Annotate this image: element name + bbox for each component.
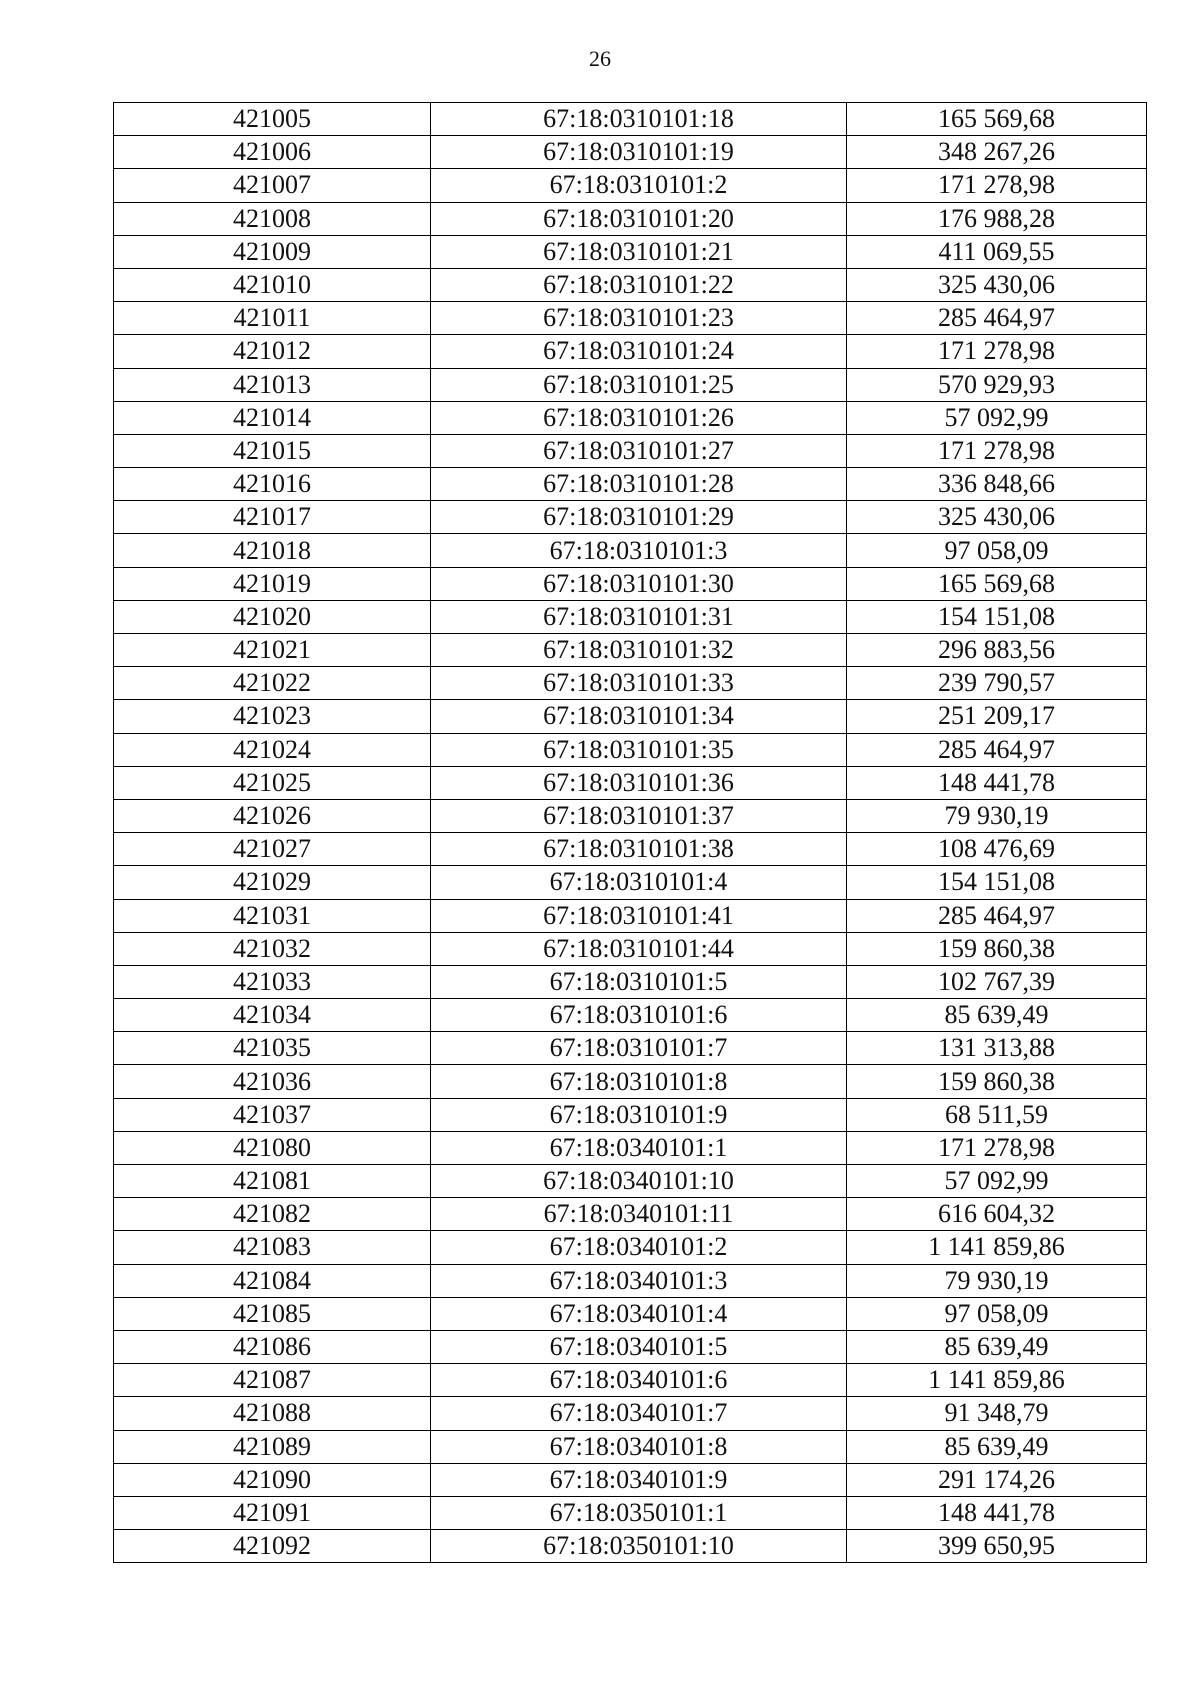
table-row [114, 866, 1147, 899]
value-cell: 154 151,08 [847, 600, 1147, 633]
row-code-cell: 421006 [114, 136, 431, 169]
table-row [114, 434, 1147, 467]
table-row [114, 1131, 1147, 1164]
value-cell: 148 441,78 [847, 766, 1147, 799]
row-code-cell: 421029 [114, 866, 431, 899]
row-code-cell: 421092 [114, 1530, 431, 1563]
row-code-cell: 421026 [114, 799, 431, 832]
cadastral-number-cell: 67:18:0310101:30 [431, 567, 847, 600]
row-code-cell: 421034 [114, 999, 431, 1032]
value-cell: 239 790,57 [847, 667, 1147, 700]
row-code-cell: 421012 [114, 335, 431, 368]
table-row [114, 999, 1147, 1032]
table-row [114, 1364, 1147, 1397]
cadastral-number-cell: 67:18:0340101:10 [431, 1165, 847, 1198]
value-cell: 171 278,98 [847, 434, 1147, 467]
table-row [114, 468, 1147, 501]
table-row [114, 634, 1147, 667]
cadastral-number-cell: 67:18:0310101:3 [431, 534, 847, 567]
cadastral-number-cell: 67:18:0310101:29 [431, 501, 847, 534]
value-cell: 1 141 859,86 [847, 1364, 1147, 1397]
table-row [114, 1098, 1147, 1131]
row-code-cell: 421011 [114, 302, 431, 335]
row-code-cell: 421020 [114, 600, 431, 633]
value-cell: 325 430,06 [847, 268, 1147, 301]
table-row [114, 799, 1147, 832]
row-code-cell: 421032 [114, 932, 431, 965]
row-code-cell: 421037 [114, 1098, 431, 1131]
value-cell: 102 767,39 [847, 965, 1147, 998]
row-code-cell: 421016 [114, 468, 431, 501]
row-code-cell: 421085 [114, 1297, 431, 1330]
row-code-cell: 421080 [114, 1131, 431, 1164]
value-cell: 1 141 859,86 [847, 1231, 1147, 1264]
register-table-body [114, 103, 1147, 1563]
value-cell: 251 209,17 [847, 700, 1147, 733]
table-row [114, 169, 1147, 202]
table-row [114, 766, 1147, 799]
row-code-cell: 421091 [114, 1496, 431, 1529]
table-row [114, 1430, 1147, 1463]
value-cell: 57 092,99 [847, 1165, 1147, 1198]
cadastral-number-cell: 67:18:0310101:6 [431, 999, 847, 1032]
value-cell: 165 569,68 [847, 567, 1147, 600]
table-row [114, 1530, 1147, 1563]
row-code-cell: 421036 [114, 1065, 431, 1098]
value-cell: 325 430,06 [847, 501, 1147, 534]
row-code-cell: 421090 [114, 1463, 431, 1496]
cadastral-number-cell: 67:18:0310101:33 [431, 667, 847, 700]
row-code-cell: 421022 [114, 667, 431, 700]
value-cell: 91 348,79 [847, 1397, 1147, 1430]
cadastral-number-cell: 67:18:0310101:22 [431, 268, 847, 301]
cadastral-number-cell: 67:18:0340101:8 [431, 1430, 847, 1463]
cadastral-number-cell: 67:18:0310101:2 [431, 169, 847, 202]
table-row [114, 1397, 1147, 1430]
value-cell: 285 464,97 [847, 733, 1147, 766]
row-code-cell: 421027 [114, 833, 431, 866]
table-row [114, 302, 1147, 335]
row-code-cell: 421024 [114, 733, 431, 766]
cadastral-number-cell: 67:18:0350101:1 [431, 1496, 847, 1529]
value-cell: 411 069,55 [847, 235, 1147, 268]
row-code-cell: 421089 [114, 1430, 431, 1463]
register-table [113, 102, 1147, 1563]
table-row [114, 700, 1147, 733]
value-cell: 176 988,28 [847, 202, 1147, 235]
table-row [114, 1463, 1147, 1496]
row-code-cell: 421007 [114, 169, 431, 202]
cadastral-number-cell: 67:18:0310101:31 [431, 600, 847, 633]
cadastral-number-cell: 67:18:0340101:5 [431, 1330, 847, 1363]
cadastral-number-cell: 67:18:0310101:32 [431, 634, 847, 667]
row-code-cell: 421009 [114, 235, 431, 268]
cadastral-number-cell: 67:18:0310101:4 [431, 866, 847, 899]
table-row [114, 268, 1147, 301]
table-row [114, 401, 1147, 434]
row-code-cell: 421025 [114, 766, 431, 799]
value-cell: 97 058,09 [847, 1297, 1147, 1330]
table-row [114, 335, 1147, 368]
row-code-cell: 421023 [114, 700, 431, 733]
value-cell: 154 151,08 [847, 866, 1147, 899]
value-cell: 616 604,32 [847, 1198, 1147, 1231]
row-code-cell: 421088 [114, 1397, 431, 1430]
cadastral-number-cell: 67:18:0310101:41 [431, 899, 847, 932]
value-cell: 85 639,49 [847, 1430, 1147, 1463]
value-cell: 399 650,95 [847, 1530, 1147, 1563]
row-code-cell: 421031 [114, 899, 431, 932]
row-code-cell: 421008 [114, 202, 431, 235]
table-row [114, 1032, 1147, 1065]
cadastral-number-cell: 67:18:0310101:25 [431, 368, 847, 401]
cadastral-number-cell: 67:18:0340101:9 [431, 1463, 847, 1496]
cadastral-number-cell: 67:18:0310101:44 [431, 932, 847, 965]
table-row [114, 1330, 1147, 1363]
table-row [114, 136, 1147, 169]
row-code-cell: 421019 [114, 567, 431, 600]
value-cell: 148 441,78 [847, 1496, 1147, 1529]
cadastral-number-cell: 67:18:0310101:20 [431, 202, 847, 235]
table-row [114, 567, 1147, 600]
row-code-cell: 421086 [114, 1330, 431, 1363]
cadastral-number-cell: 67:18:0310101:38 [431, 833, 847, 866]
table-row [114, 1198, 1147, 1231]
cadastral-number-cell: 67:18:0340101:11 [431, 1198, 847, 1231]
row-code-cell: 421015 [114, 434, 431, 467]
value-cell: 165 569,68 [847, 103, 1147, 136]
table-row [114, 1297, 1147, 1330]
cadastral-number-cell: 67:18:0340101:7 [431, 1397, 847, 1430]
cadastral-number-cell: 67:18:0310101:34 [431, 700, 847, 733]
cadastral-number-cell: 67:18:0310101:19 [431, 136, 847, 169]
value-cell: 336 848,66 [847, 468, 1147, 501]
cadastral-number-cell: 67:18:0310101:36 [431, 766, 847, 799]
value-cell: 171 278,98 [847, 1131, 1147, 1164]
cadastral-number-cell: 67:18:0310101:28 [431, 468, 847, 501]
cadastral-number-cell: 67:18:0310101:8 [431, 1065, 847, 1098]
value-cell: 171 278,98 [847, 335, 1147, 368]
row-code-cell: 421035 [114, 1032, 431, 1065]
value-cell: 296 883,56 [847, 634, 1147, 667]
value-cell: 348 267,26 [847, 136, 1147, 169]
value-cell: 85 639,49 [847, 999, 1147, 1032]
cadastral-number-cell: 67:18:0350101:10 [431, 1530, 847, 1563]
cadastral-number-cell: 67:18:0310101:23 [431, 302, 847, 335]
cadastral-number-cell: 67:18:0310101:21 [431, 235, 847, 268]
row-code-cell: 421083 [114, 1231, 431, 1264]
cadastral-number-cell: 67:18:0340101:3 [431, 1264, 847, 1297]
table-row [114, 1231, 1147, 1264]
row-code-cell: 421021 [114, 634, 431, 667]
row-code-cell: 421013 [114, 368, 431, 401]
cadastral-number-cell: 67:18:0340101:2 [431, 1231, 847, 1264]
value-cell: 57 092,99 [847, 401, 1147, 434]
cadastral-number-cell: 67:18:0310101:24 [431, 335, 847, 368]
value-cell: 68 511,59 [847, 1098, 1147, 1131]
value-cell: 570 929,93 [847, 368, 1147, 401]
cadastral-number-cell: 67:18:0310101:7 [431, 1032, 847, 1065]
cadastral-number-cell: 67:18:0340101:6 [431, 1364, 847, 1397]
cadastral-number-cell: 67:18:0310101:18 [431, 103, 847, 136]
cadastral-number-cell: 67:18:0310101:27 [431, 434, 847, 467]
cadastral-number-cell: 67:18:0310101:37 [431, 799, 847, 832]
table-row [114, 501, 1147, 534]
value-cell: 79 930,19 [847, 799, 1147, 832]
row-code-cell: 421014 [114, 401, 431, 434]
table-row [114, 1165, 1147, 1198]
row-code-cell: 421033 [114, 965, 431, 998]
table-row [114, 202, 1147, 235]
table-row [114, 667, 1147, 700]
row-code-cell: 421010 [114, 268, 431, 301]
cadastral-number-cell: 67:18:0310101:5 [431, 965, 847, 998]
table-row [114, 235, 1147, 268]
page-number: 26 [589, 46, 611, 71]
table-row [114, 932, 1147, 965]
value-cell: 291 174,26 [847, 1463, 1147, 1496]
value-cell: 97 058,09 [847, 534, 1147, 567]
table-row [114, 899, 1147, 932]
table-row [114, 103, 1147, 136]
table-row [114, 1065, 1147, 1098]
table-row [114, 1496, 1147, 1529]
table-row [114, 600, 1147, 633]
value-cell: 159 860,38 [847, 932, 1147, 965]
value-cell: 285 464,97 [847, 302, 1147, 335]
value-cell: 79 930,19 [847, 1264, 1147, 1297]
cadastral-number-cell: 67:18:0310101:26 [431, 401, 847, 434]
cadastral-number-cell: 67:18:0340101:1 [431, 1131, 847, 1164]
row-code-cell: 421005 [114, 103, 431, 136]
row-code-cell: 421082 [114, 1198, 431, 1231]
row-code-cell: 421018 [114, 534, 431, 567]
value-cell: 85 639,49 [847, 1330, 1147, 1363]
row-code-cell: 421017 [114, 501, 431, 534]
value-cell: 285 464,97 [847, 899, 1147, 932]
value-cell: 159 860,38 [847, 1065, 1147, 1098]
table-row [114, 534, 1147, 567]
value-cell: 131 313,88 [847, 1032, 1147, 1065]
table-row [114, 1264, 1147, 1297]
table-row [114, 833, 1147, 866]
table-row [114, 733, 1147, 766]
table-row [114, 368, 1147, 401]
cadastral-number-cell: 67:18:0310101:35 [431, 733, 847, 766]
cadastral-number-cell: 67:18:0310101:9 [431, 1098, 847, 1131]
table-row [114, 965, 1147, 998]
value-cell: 108 476,69 [847, 833, 1147, 866]
row-code-cell: 421087 [114, 1364, 431, 1397]
value-cell: 171 278,98 [847, 169, 1147, 202]
cadastral-number-cell: 67:18:0340101:4 [431, 1297, 847, 1330]
row-code-cell: 421081 [114, 1165, 431, 1198]
row-code-cell: 421084 [114, 1264, 431, 1297]
